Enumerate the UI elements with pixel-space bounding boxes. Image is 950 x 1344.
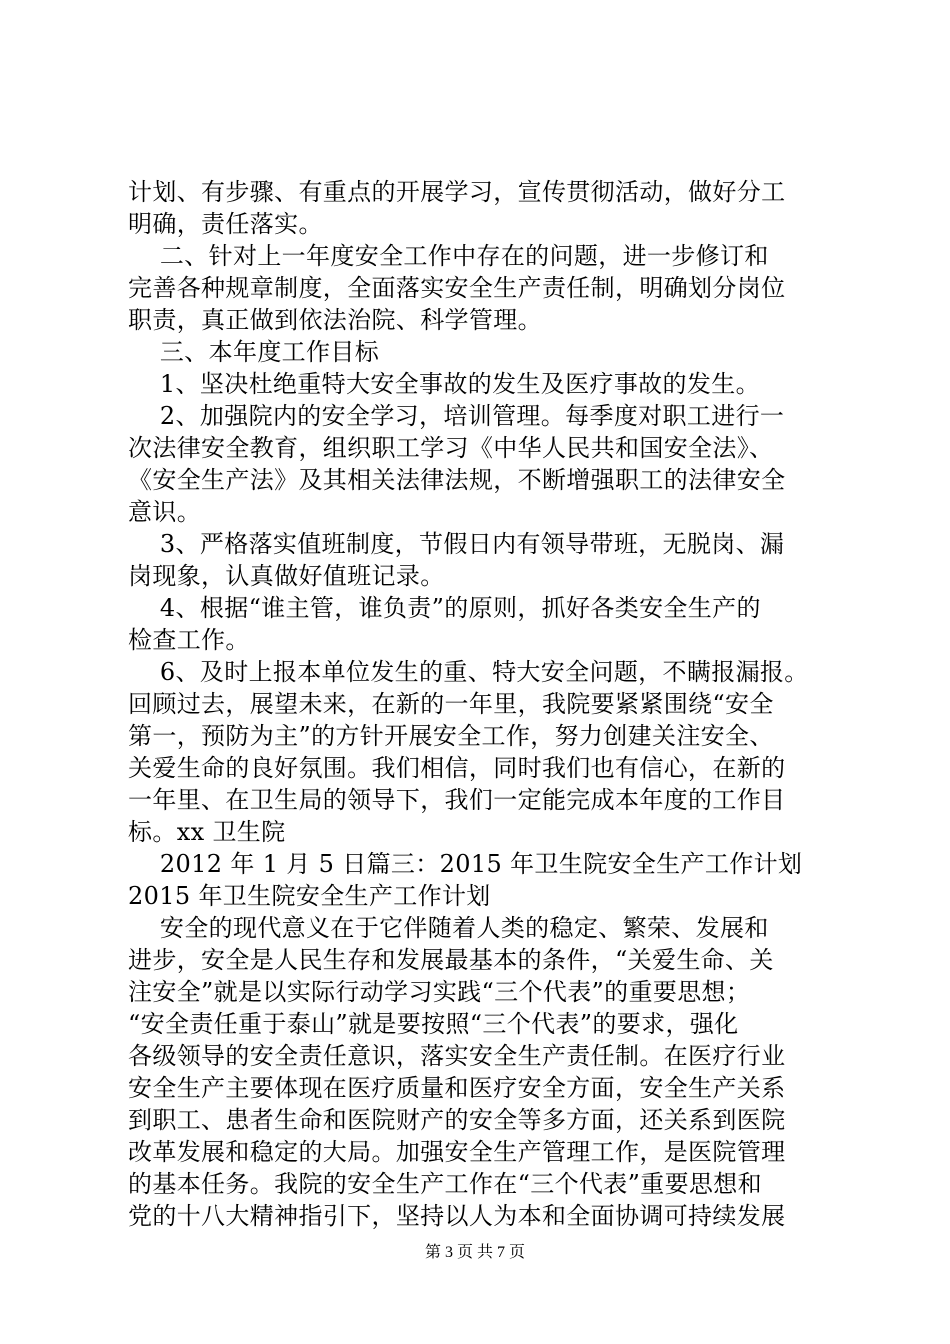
text-line: 进步，安全是人民生存和发展最基本的条件，“关爱生命、关 [128,946,774,974]
text-line: 2、加强院内的安全学习，培训管理。每季度对职工进行一 [128,402,785,430]
text-line: 关爱生命的良好氛围。我们相信，同时我们也有信心，在新的 [128,754,786,782]
text-line: 2015 年卫生院安全生产工作计划 [128,882,491,910]
text-line: 检查工作。 [128,626,250,654]
text-line: 第一，预防为主”的方针开展安全工作，努力创建关注安全、 [128,722,774,750]
text-line: 4、根据“谁主管，谁负责”的原则，抓好各类安全生产的 [128,594,761,622]
text-line: 明确，责任落实。 [128,210,323,238]
text-line: 二、针对上一年度安全工作中存在的问题，进一步修订和 [128,242,769,270]
text-line: 《安全生产法》及其相关法律法规，不断增强职工的法律安全 [128,466,786,494]
text-line: 3、严格落实值班制度，节假日内有领导带班，无脱岗、漏 [128,530,785,558]
text-line: 2012 年 1 月 5 日篇三：2015 年卫生院安全生产工作计划 [128,850,803,878]
text-line: 安全生产主要体现在医疗质量和医疗安全方面，安全生产关系 [128,1074,786,1102]
text-line: 各级领导的安全责任意识，落实安全生产责任制。在医疗行业 [128,1042,786,1070]
text-line: 注安全”就是以实际行动学习实践“三个代表”的重要思想； [128,978,751,1006]
text-line: 6、及时上报本单位发生的重、特大安全问题，不瞒报漏报。 [128,658,809,686]
text-line: 意识。 [128,498,202,526]
text-line: 次法律安全教育，组织职工学习《中华人民共和国安全法》、 [128,434,774,462]
text-line: 完善各种规章制度，全面落实安全生产责任制，明确划分岗位 [128,274,786,302]
text-line: 改革发展和稳定的大局。加强安全生产管理工作，是医院管理 [128,1138,786,1166]
page-number-footer: 第 3 页 共 7 页 [424,1244,525,1261]
text-line: 1、坚决杜绝重特大安全事故的发生及医疗事故的发生。 [128,370,760,398]
text-line: 岗现象，认真做好值班记录。 [128,562,445,590]
text-line: 的基本任务。我院的安全生产工作在“三个代表”重要思想和 [128,1170,762,1198]
text-line: 职责，真正做到依法治院、科学管理。 [128,306,542,334]
text-line: 党的十八大精神指引下，坚持以人为本和全面协调可持续发展 [128,1202,786,1230]
text-line: 三、本年度工作目标 [128,338,380,366]
text-line: 到职工、患者生命和医院财产的安全等多方面，还关系到医院 [128,1106,786,1134]
text-line: 计划、有步骤、有重点的开展学习，宣传贯彻活动，做好分工 [128,178,786,206]
text-line: 标。xx 卫生院 [128,818,286,846]
text-line: 安全的现代意义在于它伴随着人类的稳定、繁荣、发展和 [128,914,769,942]
text-line: 回顾过去，展望未来，在新的一年里，我院要紧紧围绕“安全 [128,690,774,718]
text-line: 一年里、在卫生局的领导下，我们一定能完成本年度的工作目 [128,786,786,814]
text-line: “安全责任重于泰山”就是要按照“三个代表”的要求，强化 [128,1010,739,1038]
